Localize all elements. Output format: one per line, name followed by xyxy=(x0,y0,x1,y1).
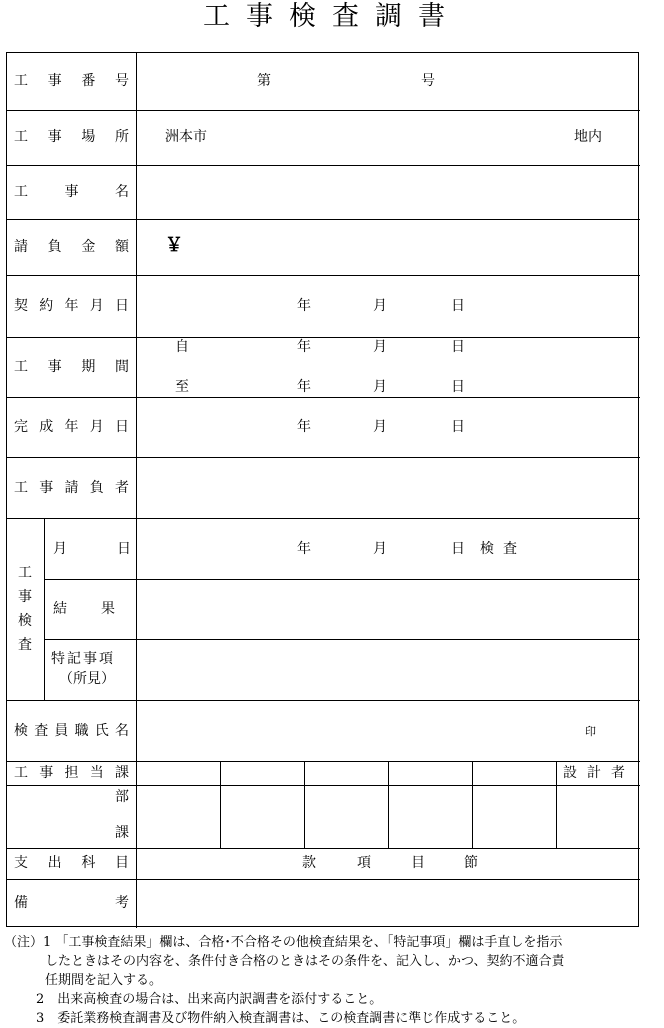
kansei-tsuki: 月 xyxy=(373,419,387,435)
kensa-date-label-d: 日 xyxy=(117,541,131,557)
city-text: 洲本市 xyxy=(165,129,207,145)
shishutsu-label: 支 出 科 目 xyxy=(14,855,129,871)
inspection-form xyxy=(6,52,639,927)
kansei-date-label: 完 成 年 月 日 xyxy=(14,419,129,435)
note-line: したときはその内容を、条件付き合格のときはその条件を、記入し、かつ、契約不適合責 xyxy=(45,954,565,969)
sekkei-label: 設計者 xyxy=(563,765,635,781)
bu-label: 部 xyxy=(115,789,129,805)
ko-label: 項 xyxy=(357,855,371,871)
ka-label: 課 xyxy=(115,825,129,841)
koji-kikan-label: 工 事 期 間 xyxy=(14,359,129,375)
kensa-nen: 年 xyxy=(297,541,311,557)
kikan-from: 自 xyxy=(175,339,189,355)
kikan-to: 至 xyxy=(175,379,189,395)
keiyaku-nen: 年 xyxy=(297,298,311,314)
yen-sign: ￥ xyxy=(165,235,183,256)
notes xyxy=(4,933,664,1028)
tanto-label: 工 事 担 当 課 xyxy=(14,765,129,781)
keiyaku-tsuki: 月 xyxy=(373,298,387,314)
keiyaku-date-label: 契 約 年 月 日 xyxy=(14,298,129,314)
note-line: 任期間を記入する。 xyxy=(45,973,163,988)
kan-label: 款 xyxy=(302,855,316,871)
koji-bango-label: 工 事 番 号 xyxy=(14,73,129,89)
kikan-from-nen: 年 xyxy=(297,339,311,355)
note-line: （注）1 「工事検査結果」欄は、合格･不合格その他検査結果を、「特記事項」欄は手直しを指示 xyxy=(4,935,563,950)
kikan-from-tsuki: 月 xyxy=(373,339,387,355)
note-line: 3 委託業務検査調書及び物件納入検査調書は、この検査調書に準じ作成すること。 xyxy=(36,1011,526,1026)
keiyaku-hi: 日 xyxy=(451,298,465,314)
kensa-tsuki: 月 xyxy=(373,541,387,557)
kikan-from-hi: 日 xyxy=(451,339,465,355)
kansei-hi: 日 xyxy=(451,419,465,435)
kikan-to-nen: 年 xyxy=(297,379,311,395)
tokki-label: 特記事項 xyxy=(51,651,115,667)
koji-basho-label: 工 事 場 所 xyxy=(14,129,129,145)
kekka-label: 結果 xyxy=(53,601,149,617)
note-line: 2 出来高検査の場合は、出来高内訳調書を添付すること。 xyxy=(36,992,383,1007)
chinai-text: 地内 xyxy=(574,129,602,145)
moku-label: 目 xyxy=(411,855,425,871)
kansei-nen: 年 xyxy=(297,419,311,435)
ukeoi-sha-label: 工 事 請 負 者 xyxy=(14,480,129,496)
biko-label: 備 考 xyxy=(14,895,129,911)
dai-text: 第 xyxy=(257,73,271,89)
kensa-hi: 日 xyxy=(451,541,465,557)
kensa-word: 検査 xyxy=(480,541,526,557)
go-text: 号 xyxy=(421,73,435,89)
tokki-sub-label: （所見） xyxy=(59,671,115,687)
koji-mei-label: 工 事 名 xyxy=(14,184,129,200)
kensa-group-label: 工 事 検 査 xyxy=(18,565,32,653)
stamp-mark: 印 xyxy=(585,725,596,738)
kensain-label: 検 査 員 職 氏 名 xyxy=(14,723,129,739)
document-title: 工事検査調書 xyxy=(203,1,461,32)
kikan-to-hi: 日 xyxy=(451,379,465,395)
kikan-to-tsuki: 月 xyxy=(373,379,387,395)
ukeoi-kingaku-label: 請 負 金 額 xyxy=(14,239,129,255)
kensa-date-label-m: 月 xyxy=(53,541,67,557)
setsu-label: 節 xyxy=(464,855,478,871)
